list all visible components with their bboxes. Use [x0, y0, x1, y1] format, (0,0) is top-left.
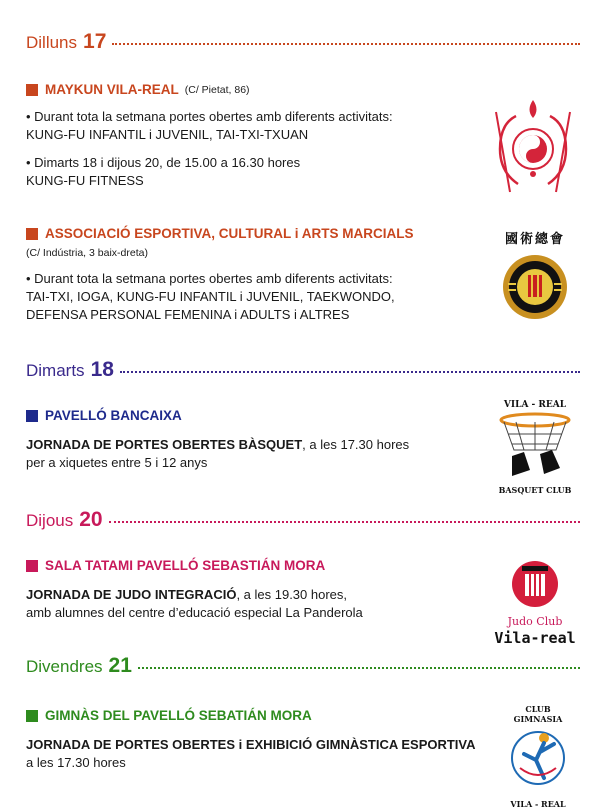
associacio-block — [26, 270, 395, 324]
text-line — [26, 436, 409, 454]
dotted-leader — [120, 371, 580, 373]
day-number: 20 — [79, 508, 103, 531]
day-number: 18 — [90, 358, 114, 381]
text-line: • Durant tota la setmana portes obertes amb diferents activitats: — [26, 109, 393, 124]
day-header-dimarts — [26, 358, 580, 382]
text-line: KUNG-FU INFANTIL i JUVENIL, TAI-TXI-TXUAN — [26, 127, 309, 142]
day-header-dilluns — [26, 30, 580, 54]
venue-name: PAVELLÓ BANCAIXA — [45, 408, 182, 423]
day-header-dijous — [26, 508, 580, 532]
text-line: TAI-TXI, IOGA, KUNG-FU INFANTIL i JUVENIL, TAEKWONDO, — [26, 289, 395, 304]
square-bullet-icon — [26, 228, 38, 240]
maykun-block-2 — [26, 154, 300, 190]
venue-name: ASSOCIACIÓ ESPORTIVA, CULTURAL i ARTS MARCIALS — [45, 226, 414, 241]
event-title: JORNADA DE PORTES OBERTES i EXHIBICIÓ GIMNÀSTICA ESPORTIVA — [26, 737, 476, 752]
day-name: Dimarts — [26, 361, 85, 380]
text-line: amb alumnes del centre d’educació especial La Panderola — [26, 605, 363, 620]
dotted-leader — [112, 43, 580, 45]
venue-name: MAYKUN VILA-REAL — [45, 82, 179, 97]
venue-bancaixa — [26, 408, 182, 423]
square-bullet-icon — [26, 84, 38, 96]
text-line: DEFENSA PERSONAL FEMENINA i ADULTS i ALTRES — [26, 307, 350, 322]
logo-top-text: VILA - REAL — [503, 400, 567, 410]
maykun-logo — [488, 94, 578, 194]
club-gimnasia-logo — [500, 704, 576, 809]
venue-address: (C/ Indústria, 3 baix-dreta) — [26, 247, 148, 259]
text-line: KUNG-FU FITNESS — [26, 173, 144, 188]
square-bullet-icon — [26, 710, 38, 722]
day-name: Dijous — [26, 511, 74, 530]
venue-maykun — [26, 82, 250, 97]
day-number: 17 — [83, 30, 107, 53]
venue-associacio — [26, 226, 414, 241]
logo-text: Vila-real — [494, 629, 576, 647]
event-title: JORNADA DE PORTES OBERTES BÀSQUET — [26, 437, 303, 452]
tatami-block — [26, 586, 363, 622]
event-title: JORNADA DE JUDO INTEGRACIÓ — [26, 587, 237, 602]
dotted-leader — [138, 667, 580, 669]
square-bullet-icon — [26, 560, 38, 572]
dotted-leader — [109, 521, 580, 523]
logo-bottom-text: BASQUET CLUB — [498, 485, 572, 495]
day-name: Dilluns — [26, 33, 78, 52]
day-name: Divendres — [26, 657, 103, 676]
associacio-logo — [494, 228, 576, 324]
event-time: , a les 17.30 hores — [302, 437, 410, 452]
venue-gimnas — [26, 708, 312, 723]
venue-address: (C/ Pietat, 86) — [184, 83, 250, 96]
text-line: • Durant tota la setmana portes obertes amb diferents activitats: — [26, 271, 393, 286]
maykun-block-1 — [26, 108, 393, 144]
venue-name: SALA TATAMI PAVELLÓ SEBASTIÁN MORA — [45, 558, 326, 573]
logo-text: Judo Club — [507, 615, 563, 628]
square-bullet-icon — [26, 410, 38, 422]
logo-lettering: 國術總會 — [504, 232, 565, 247]
logo-top-text: CLUB GIMNASIA — [513, 704, 563, 724]
gimnas-block — [26, 736, 476, 772]
basquet-club-logo — [494, 400, 576, 500]
text-line: per a xiquetes entre 5 i 12 anys — [26, 455, 208, 470]
day-header-divendres — [26, 654, 580, 678]
day-number: 21 — [108, 654, 132, 677]
logo-bottom-text: VILA - REAL — [510, 799, 566, 809]
venue-name: GIMNÀS DEL PAVELLÓ SEBATIÁN MORA — [45, 708, 312, 723]
event-time: , a les 19.30 hores, — [236, 587, 348, 602]
bancaixa-block — [26, 436, 409, 472]
text-line — [26, 736, 476, 754]
text-line: • Dimarts 18 i dijous 20, de 15.00 a 16.30 hores — [26, 155, 301, 170]
judo-club-logo — [494, 560, 576, 648]
venue-tatami — [26, 558, 325, 573]
text-line: a les 17.30 hores — [26, 755, 126, 770]
text-line — [26, 586, 363, 604]
